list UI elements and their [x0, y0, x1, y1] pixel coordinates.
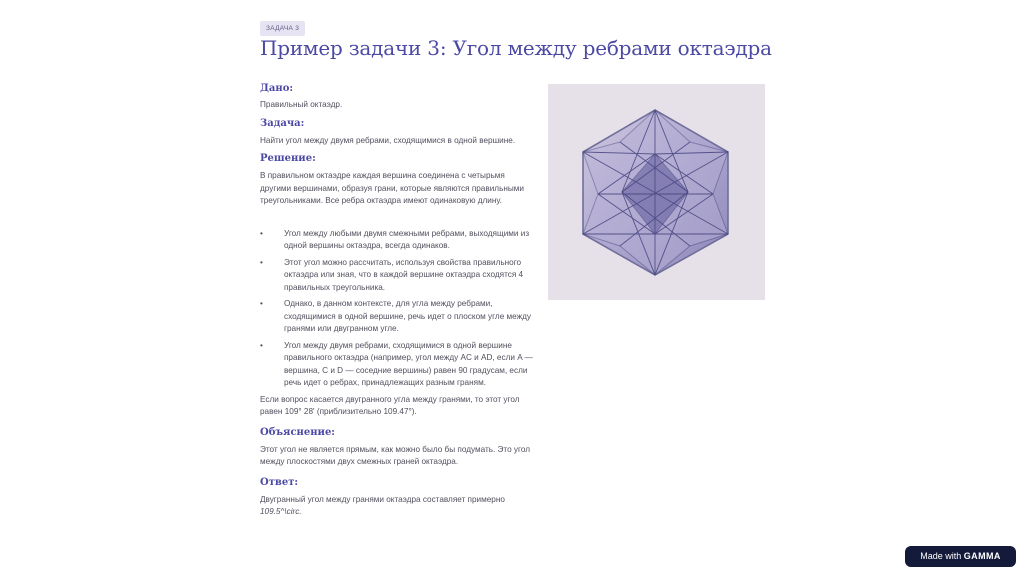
answer-value: 109.5^\circ. — [260, 507, 302, 516]
answer-heading: Ответ: — [260, 476, 299, 488]
bullet-text: Однако, в данном контексте, для угла между ребрами, сходящимися в одной вершине, речь идет о плоском угле между гранями или двугранном угле. — [284, 299, 531, 333]
task-text: Найти угол между двумя ребрами, сходящимися в одной вершине. — [260, 135, 516, 145]
list-item — [260, 340, 536, 390]
list-item — [260, 257, 536, 295]
solution-outro: Если вопрос касается двугранного угла между гранями, то этот угол равен 109° 28' (приблизительно 109.47°). — [260, 394, 520, 416]
bullet-dot: • — [260, 257, 263, 267]
explanation-text: Этот угол не является прямым, как можно было бы подумать. Это угол между плоскостями двух смежных граней октаэдра. — [260, 444, 530, 466]
answer-text: Двугранный угол между гранями октаэдра составляет примерно — [260, 494, 505, 504]
polyhedron-image — [548, 84, 765, 300]
made-with-gamma-badge[interactable] — [905, 546, 1016, 567]
given-text: Правильный октаэдр. — [260, 100, 343, 109]
solution-heading: Решение: — [260, 153, 316, 164]
solution-intro: В правильном октаэдре каждая вершина соединена с четырьмя другими вершинами, образуя грани, которые являются правильными треугольниками. Все ребра октаэдра имеют одинаковую длину. — [260, 171, 524, 205]
bullet-dot: • — [260, 228, 263, 238]
task-badge: ЗАДАЧА 3 — [260, 21, 305, 36]
bullet-dot: • — [260, 340, 263, 350]
bullet-text: Этот угол можно рассчитать, используя свойства правильного октаэдра или зная, что в каждой вершине октаэдра сходятся 4 правильных треугольника. — [284, 257, 524, 292]
solution-bullet-list — [260, 228, 536, 390]
polyhedron-icon — [548, 84, 765, 300]
bullet-dot: • — [260, 299, 263, 308]
task-heading: Задача: — [260, 117, 305, 129]
given-heading: Дано: — [260, 83, 294, 94]
bullet-text: Угол между любыми двумя смежными ребрами, выходящими из одной вершины октаэдра, всегда одинаков. — [284, 228, 530, 250]
bullet-text: Угол между двумя ребрами, сходящимися в одной вершине правильного октаэдра (например, угол между AC и AD, если A — вершина, C и D — соседние вершины) равен 90 градусам, если речь идет о ребрах, принадлежащих разным граням. — [284, 340, 533, 387]
explanation-heading: Объяснение: — [260, 426, 335, 438]
content-column — [260, 83, 536, 519]
made-with-label: Made with — [920, 551, 962, 561]
list-item — [260, 228, 536, 253]
gamma-brand: GAMMA — [963, 551, 1001, 561]
list-item — [260, 298, 536, 336]
page-title: Пример задачи 3: Угол между ребрами октаэдра — [260, 36, 772, 60]
answer-block — [260, 494, 536, 519]
